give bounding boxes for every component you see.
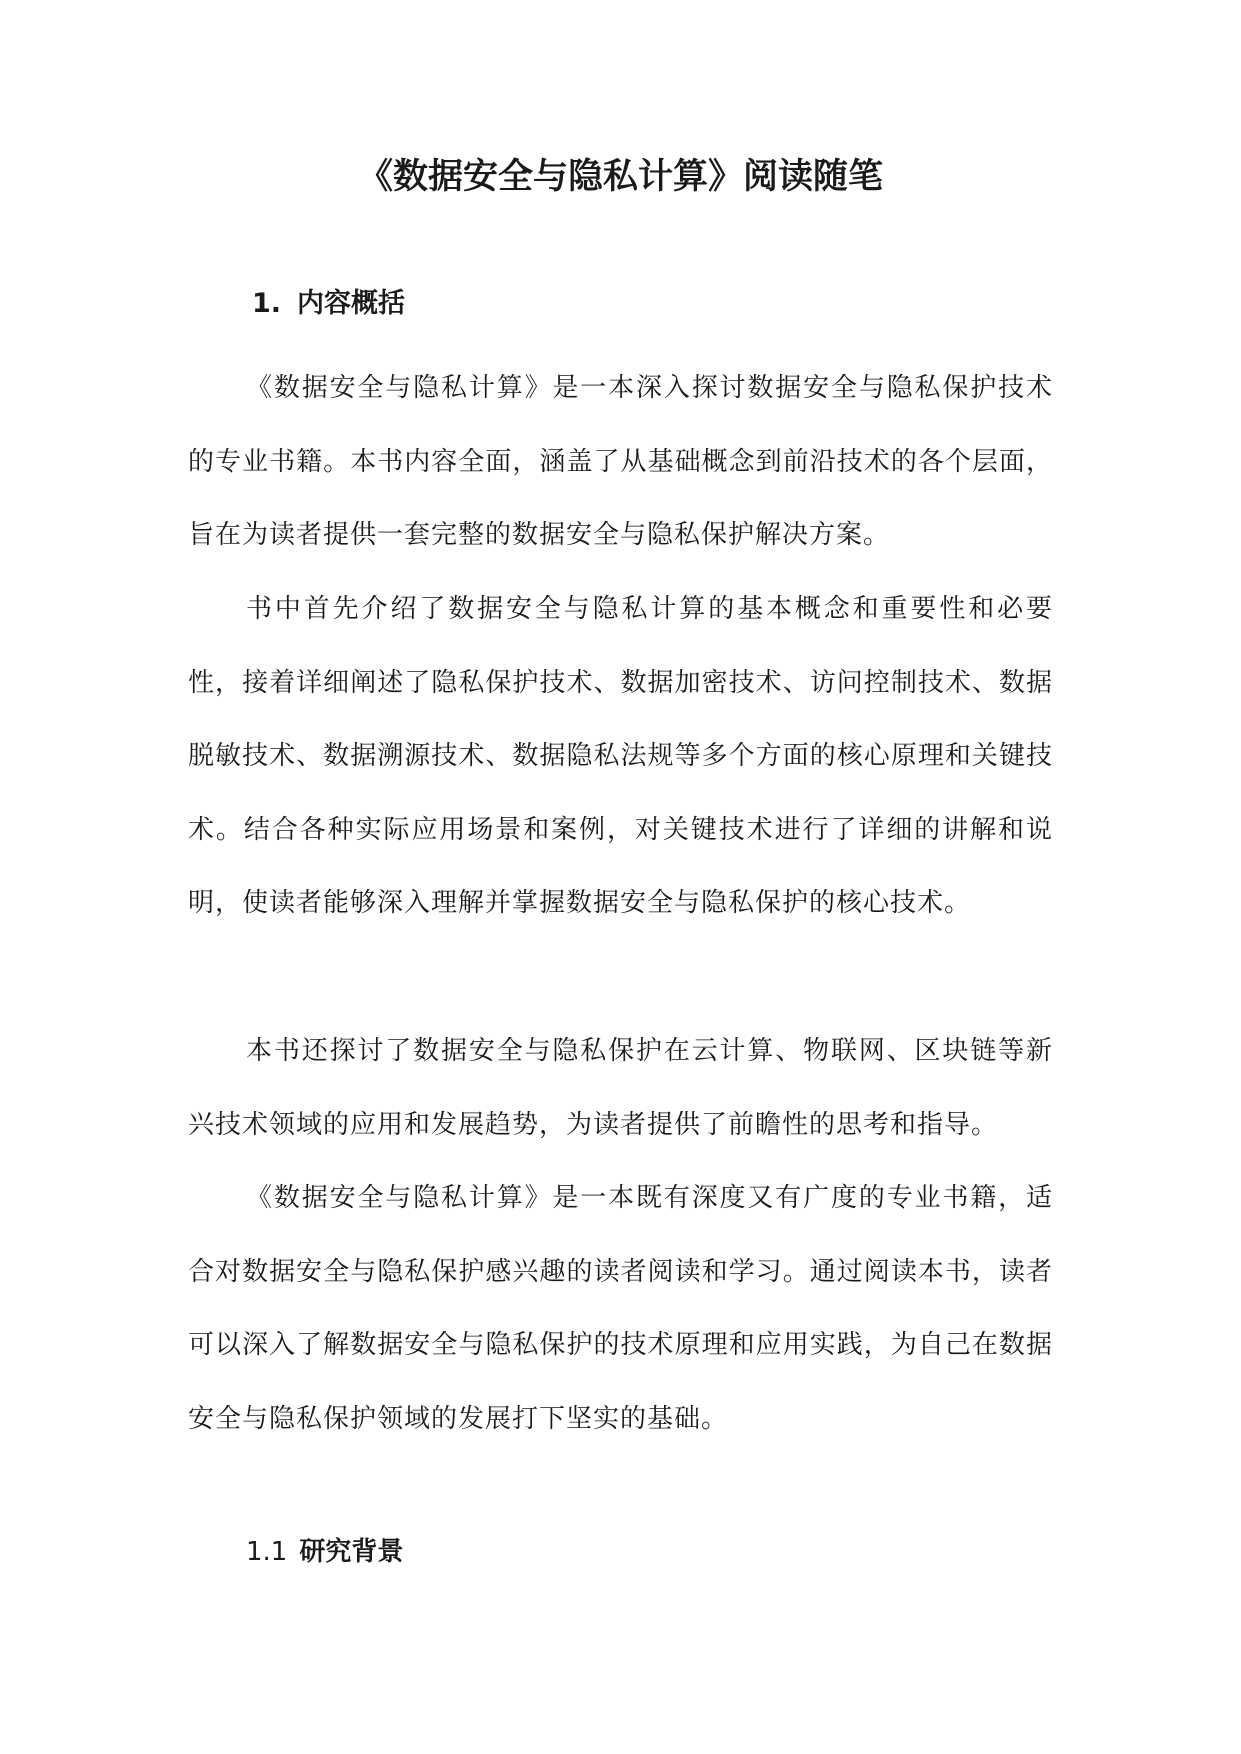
paragraph-3: 本书还探讨了数据安全与隐私保护在云计算、物联网、区块链等新兴技术领域的应用和发展趋势，为读者提供了前瞻性的思考和指导。 [188,1036,1053,1140]
paragraph-1: 《数据安全与隐私计算》是一本深入探讨数据安全与隐私保护技术的专业书籍。本书内容全面，涵盖了从基础概念到前沿技术的各个层面，旨在为读者提供一套完整的数据安全与隐私保护解决方案。 [188,373,1053,550]
section-heading-1 [252,284,405,324]
subsection-title: 研究背景 [299,1537,404,1567]
subsection-number: 1.1 [246,1537,288,1567]
paragraph-2: 书中首先介绍了数据安全与隐私计算的基本概念和重要性和必要性，接着详细阐述了隐私保护技术、数据加密技术、访问控制技术、数据脱敏技术、数据溯源技术、数据隐私法规等多个方面的核心原理和关键技术。结合各种实际应用场景和案例，对关键技术进行了详细的讲解和说明，使读者能够深入理解并掌握数据安全与隐私保护的核心技术。 [188,594,1053,918]
paragraph-4: 《数据安全与隐私计算》是一本既有深度又有广度的专业书籍，适合对数据安全与隐私保护感兴趣的读者阅读和学习。通过阅读本书，读者可以深入了解数据安全与隐私保护的技术原理和应用实践，为自己在数据安全与隐私保护领域的发展打下坚实的基础。 [188,1183,1053,1434]
document-title: 《数据安全与隐私计算》阅读随笔 [357,157,883,197]
subsection-heading-1-1 [246,1532,403,1572]
section-title: 内容概括 [297,288,406,319]
section-number: 1. [252,288,282,319]
